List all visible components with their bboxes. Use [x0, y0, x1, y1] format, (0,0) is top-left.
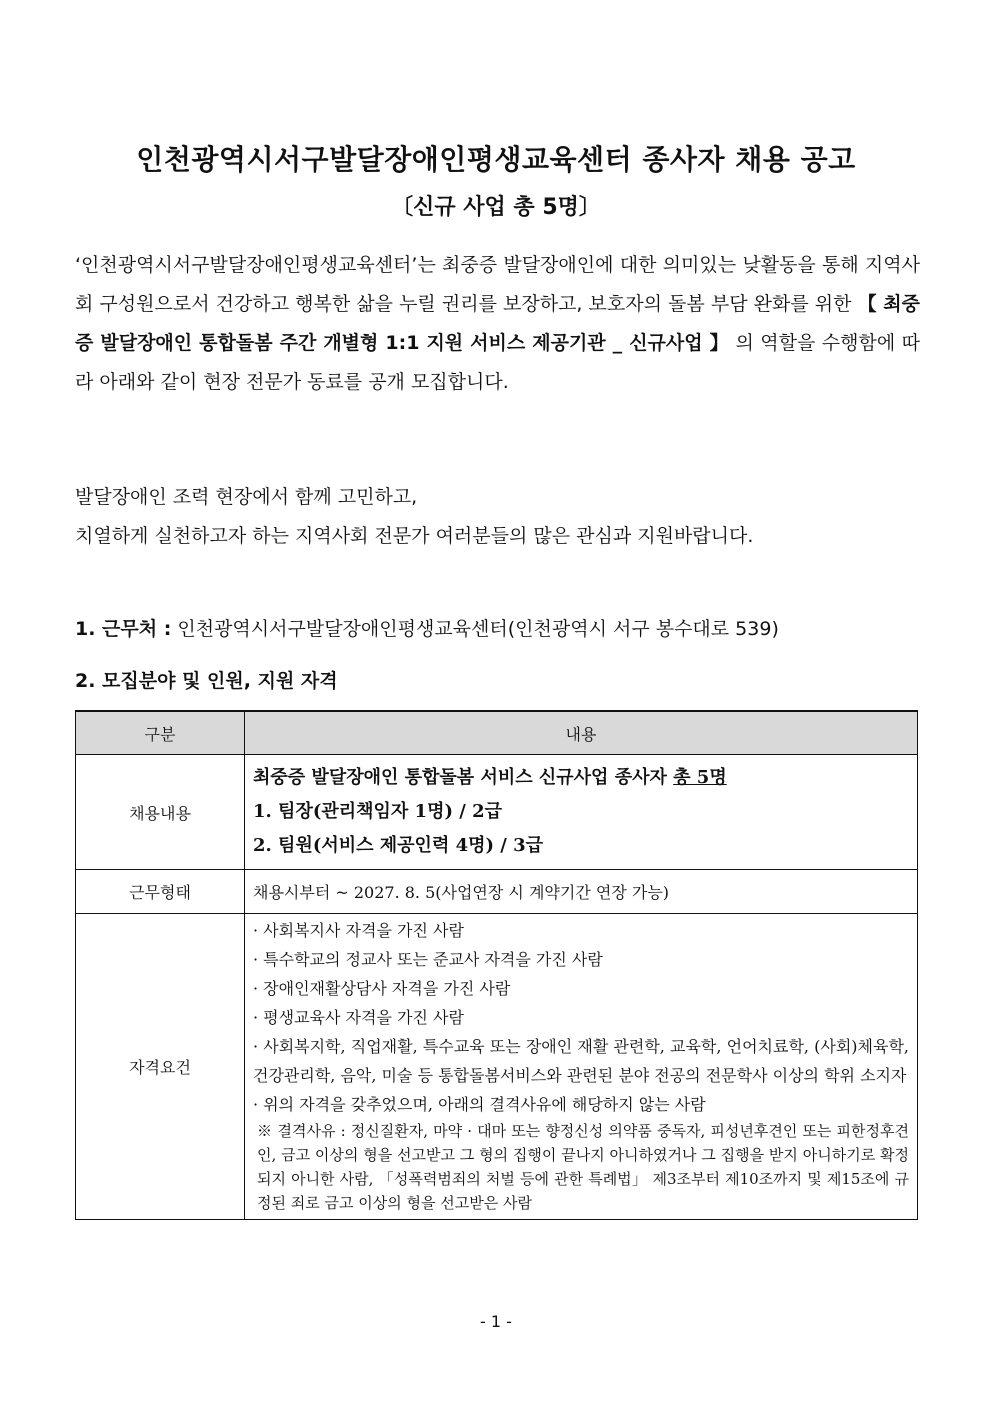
page-number: - 1 -	[480, 1312, 512, 1331]
header-content: 내용	[245, 711, 918, 755]
intro-text-part1: ‘인천광역시서구발달장애인평생교육센터’는 최중증 발달장애인에 대한 의미있는 낮활동을 통해 지역사회 구성원으로서 건강하고 행복한 삶을 누릴 권리를 보장하고, 보호자의 돌봄 부담 완화를 위한	[75, 254, 920, 315]
qualification-item: · 사회복지사 자격을 가진 사람	[253, 921, 464, 940]
appeal-line-1: 발달장애인 조력 현장에서 함께 고민하고,	[75, 486, 418, 508]
qualification-item: · 사회복지학, 직업재활, 특수교육 또는 장애인 재활 관련학, 교육학, 언어치료학, (사회)체육학, 건강관리학, 음악, 미술 등 통합돌봄서비스와 관련된 분야 전공의 전문학사 이상의 학위 소지자	[253, 1037, 909, 1085]
hiring-label: 채용내용	[76, 755, 245, 870]
section-recruitment-heading: 2. 모집분야 및 인원, 지원 자격	[75, 670, 338, 692]
intro-text-part2: 의 역할을 수행함에 따라 아래와 같이 현장 전문가 동료를 공개 모집합니다.	[75, 332, 920, 393]
section-workplace-heading: 1. 근무처 :	[75, 618, 172, 640]
page-title: 인천광역시서구발달장애인평생교육센터 종사자 채용 공고	[136, 143, 856, 176]
section-workplace-text: 인천광역시서구발달장애인평생교육센터(인천광역시 서구 봉수대로 539)	[177, 618, 779, 640]
table-header-row	[76, 711, 918, 755]
table-row-qualifications	[76, 914, 918, 1220]
hiring-total: 총 5명	[673, 767, 727, 788]
qualification-item: · 장애인재활상담사 자격을 가진 사람	[253, 979, 511, 998]
table-row-hiring	[76, 755, 918, 870]
page-subtitle: 〔신규 사업 총 5명〕	[391, 195, 601, 220]
intro-paragraph	[75, 246, 920, 402]
qualification-item: · 특수학교의 정교사 또는 준교사 자격을 가진 사람	[253, 950, 603, 969]
disqualification-note: ※ 결격사유 : 정신질환자, 마약 · 대마 또는 향정신성 의약품 중독자, 피성년후견인 또는 피한정후견인, 금고 이상의 형을 선고받고 그 형의 집행이 끝나지 아니하였거나 그 집행을 받지 아니하기로 확정되지 아니한 사람, 「성폭력범죄의 처벌 등에 관한 특례법」 제3조부터 제10조까지 및 제15조에 규정된 죄로 금고 이상의 형을 선고받은 사람	[257, 1122, 909, 1212]
hiring-line-1-text: 최중증 발달장애인 통합돌봄 서비스 신규사업 종사자	[253, 767, 674, 788]
work-type-text: 채용시부터 ~ 2027. 8. 5(사업연장 시 계약기간 연장 가능)	[245, 870, 918, 914]
hiring-line-2: 1. 팀장(관리책임자 1명) / 2급	[253, 801, 503, 822]
qualifications-label: 자격요건	[76, 914, 245, 1220]
appeal-paragraph	[75, 478, 920, 556]
table-row-work-type	[76, 870, 918, 914]
work-type-label: 근무형태	[76, 870, 245, 914]
hiring-content	[245, 755, 918, 870]
qualifications-content	[245, 914, 918, 1220]
recruitment-table	[75, 710, 918, 1220]
section-workplace	[75, 614, 779, 641]
qualification-item: · 위의 자격을 갖추었으며, 아래의 결격사유에 해당하지 않는 사람	[253, 1095, 706, 1114]
hiring-line-3: 2. 팀원(서비스 제공인력 4명) / 3급	[253, 835, 544, 856]
qualification-item: · 평생교육사 자격을 가진 사람	[253, 1008, 464, 1027]
header-category: 구분	[76, 711, 245, 755]
appeal-line-2: 치열하게 실천하고자 하는 지역사회 전문가 여러분들의 많은 관심과 지원바랍니다.	[75, 525, 754, 547]
hiring-line-1	[253, 761, 909, 795]
intro-service-name: 【 최중증 발달장애인 통합돌봄 주간 개별형 1:1 지원 서비스 제공기관 _ 신규사업 】	[75, 293, 920, 354]
